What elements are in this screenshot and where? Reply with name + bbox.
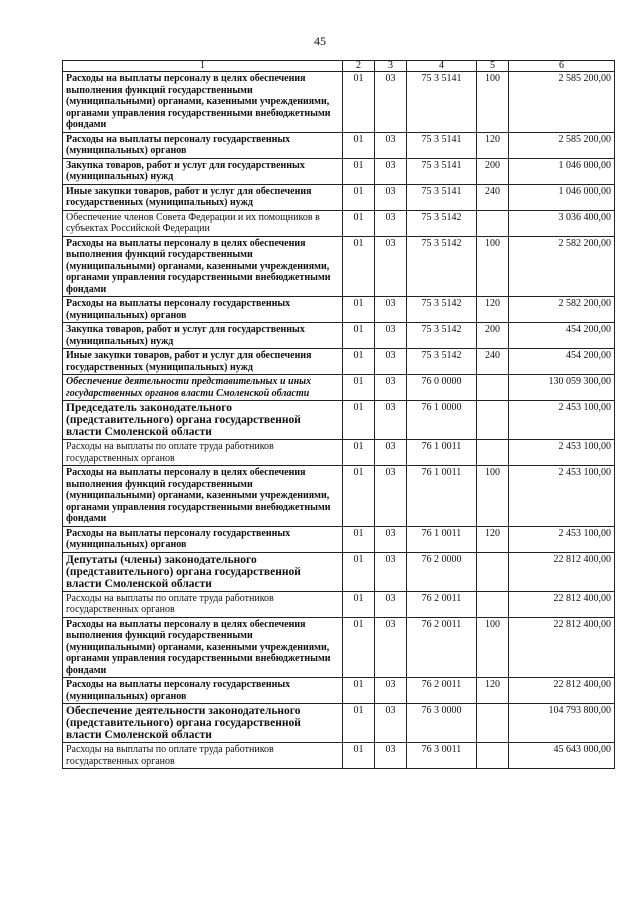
table-row (63, 210, 615, 236)
table-row (63, 440, 615, 466)
cell-article: 76 1 0011 (407, 440, 477, 466)
cell-section: 01 (343, 184, 375, 210)
cell-subsection: 03 (375, 617, 407, 678)
cell-section: 01 (343, 617, 375, 678)
cell-subsection: 03 (375, 743, 407, 769)
table-row (63, 158, 615, 184)
header-name: 1 (63, 61, 343, 72)
cell-article: 76 3 0011 (407, 743, 477, 769)
cell-subsection: 03 (375, 704, 407, 743)
cell-section: 01 (343, 401, 375, 440)
cell-section: 01 (343, 158, 375, 184)
cell-name: Закупка товаров, работ и услуг для государственных (муниципальных) нужд (63, 323, 343, 349)
cell-sum: 2 453 100,00 (509, 401, 615, 440)
cell-section: 01 (343, 552, 375, 591)
cell-sum: 2 453 100,00 (509, 466, 615, 527)
cell-expense-type: 120 (477, 526, 509, 552)
cell-name: Расходы на выплаты персоналу государственных (муниципальных) органов (63, 132, 343, 158)
cell-article: 76 3 0000 (407, 704, 477, 743)
cell-subsection: 03 (375, 132, 407, 158)
cell-sum: 104 793 800,00 (509, 704, 615, 743)
table-row (63, 72, 615, 133)
cell-section: 01 (343, 466, 375, 527)
cell-sum: 1 046 000,00 (509, 158, 615, 184)
cell-subsection: 03 (375, 375, 407, 401)
cell-section: 01 (343, 375, 375, 401)
cell-name: Обеспечение деятельности законодательного (представительного) органа государственной власти Смоленской области (63, 704, 343, 743)
cell-article: 75 3 5142 (407, 210, 477, 236)
cell-name: Депутаты (члены) законодательного (представительного) органа государственной власти Смоленской области (63, 552, 343, 591)
cell-article: 76 1 0011 (407, 466, 477, 527)
page-number: 45 (314, 34, 326, 48)
table-row (63, 526, 615, 552)
cell-section: 01 (343, 210, 375, 236)
cell-name: Расходы на выплаты персоналу государственных (муниципальных) органов (63, 526, 343, 552)
cell-expense-type (477, 591, 509, 617)
cell-article: 75 3 5141 (407, 72, 477, 133)
cell-section: 01 (343, 743, 375, 769)
table-body (63, 72, 615, 769)
cell-section: 01 (343, 591, 375, 617)
table-row (63, 704, 615, 743)
cell-sum: 22 812 400,00 (509, 591, 615, 617)
cell-article: 76 2 0011 (407, 617, 477, 678)
cell-article: 76 0 0000 (407, 375, 477, 401)
cell-expense-type (477, 401, 509, 440)
cell-name: Расходы на выплаты персоналу государственных (муниципальных) органов (63, 297, 343, 323)
table-row (63, 184, 615, 210)
cell-name: Расходы на выплаты персоналу в целях обеспечения выполнения функций государственными (муниципальными) органами, казенными учреждениями, органами управления государственными внебюджетными фондами (63, 72, 343, 133)
cell-sum: 45 643 000,00 (509, 743, 615, 769)
cell-section: 01 (343, 236, 375, 297)
cell-section: 01 (343, 297, 375, 323)
cell-name: Обеспечение деятельности представительных и иных государственных органов власти Смоленской области (63, 375, 343, 401)
table-row (63, 552, 615, 591)
table-row (63, 236, 615, 297)
cell-name: Расходы на выплаты по оплате труда работников государственных органов (63, 743, 343, 769)
cell-sum: 1 046 000,00 (509, 184, 615, 210)
table-row (63, 591, 615, 617)
table-row (63, 617, 615, 678)
cell-article: 76 2 0000 (407, 552, 477, 591)
header-expense-type: 5 (477, 61, 509, 72)
cell-name: Расходы на выплаты персоналу государственных (муниципальных) органов (63, 678, 343, 704)
cell-section: 01 (343, 323, 375, 349)
cell-section: 01 (343, 72, 375, 133)
cell-sum: 454 200,00 (509, 323, 615, 349)
cell-sum: 2 453 100,00 (509, 526, 615, 552)
cell-article: 75 3 5142 (407, 349, 477, 375)
header-section: 2 (343, 61, 375, 72)
cell-name: Расходы на выплаты персоналу в целях обеспечения выполнения функций государственными (муниципальными) органами, казенными учреждениями, органами управления государственными внебюджетными фондами (63, 466, 343, 527)
cell-subsection: 03 (375, 297, 407, 323)
cell-name: Председатель законодательного (представительного) органа государственной власти Смоленской области (63, 401, 343, 440)
cell-expense-type: 200 (477, 323, 509, 349)
cell-expense-type (477, 440, 509, 466)
table-row (63, 323, 615, 349)
header-sum: 6 (509, 61, 615, 72)
cell-expense-type: 100 (477, 617, 509, 678)
table-row (63, 401, 615, 440)
cell-subsection: 03 (375, 349, 407, 375)
cell-sum: 2 453 100,00 (509, 440, 615, 466)
cell-name: Закупка товаров, работ и услуг для государственных (муниципальных) нужд (63, 158, 343, 184)
cell-subsection: 03 (375, 440, 407, 466)
cell-subsection: 03 (375, 591, 407, 617)
cell-article: 76 1 0000 (407, 401, 477, 440)
cell-expense-type: 120 (477, 132, 509, 158)
table-row (63, 375, 615, 401)
cell-expense-type (477, 743, 509, 769)
cell-section: 01 (343, 440, 375, 466)
cell-article: 75 3 5141 (407, 132, 477, 158)
cell-sum: 22 812 400,00 (509, 617, 615, 678)
cell-sum: 3 036 400,00 (509, 210, 615, 236)
cell-subsection: 03 (375, 184, 407, 210)
cell-subsection: 03 (375, 401, 407, 440)
cell-article: 75 3 5142 (407, 236, 477, 297)
cell-section: 01 (343, 349, 375, 375)
cell-expense-type: 120 (477, 297, 509, 323)
cell-expense-type (477, 552, 509, 591)
cell-subsection: 03 (375, 236, 407, 297)
cell-section: 01 (343, 132, 375, 158)
cell-name: Расходы на выплаты персоналу в целях обеспечения выполнения функций государственными (муниципальными) органами, казенными учреждениями, органами управления государственными внебюджетными фондами (63, 236, 343, 297)
cell-article: 76 2 0011 (407, 678, 477, 704)
cell-sum: 2 582 200,00 (509, 236, 615, 297)
cell-subsection: 03 (375, 678, 407, 704)
cell-sum: 2 585 200,00 (509, 72, 615, 133)
cell-sum: 22 812 400,00 (509, 678, 615, 704)
cell-subsection: 03 (375, 158, 407, 184)
cell-sum: 2 582 200,00 (509, 297, 615, 323)
table-row (63, 743, 615, 769)
cell-name: Иные закупки товаров, работ и услуг для обеспечения государственных (муниципальных) нужд (63, 349, 343, 375)
cell-section: 01 (343, 678, 375, 704)
budget-table (62, 60, 615, 769)
cell-sum: 454 200,00 (509, 349, 615, 375)
cell-section: 01 (343, 526, 375, 552)
cell-expense-type (477, 210, 509, 236)
cell-sum: 2 585 200,00 (509, 132, 615, 158)
cell-expense-type: 200 (477, 158, 509, 184)
cell-article: 76 2 0011 (407, 591, 477, 617)
cell-subsection: 03 (375, 323, 407, 349)
cell-name: Обеспечение членов Совета Федерации и их помощников в субъектах Российской Федерации (63, 210, 343, 236)
cell-expense-type: 240 (477, 349, 509, 375)
table-row (63, 297, 615, 323)
cell-name: Расходы на выплаты по оплате труда работников государственных органов (63, 440, 343, 466)
header-row (63, 61, 615, 72)
cell-name: Расходы на выплаты по оплате труда работников государственных органов (63, 591, 343, 617)
cell-article: 75 3 5142 (407, 297, 477, 323)
cell-sum: 130 059 300,00 (509, 375, 615, 401)
table-row (63, 132, 615, 158)
table-row (63, 466, 615, 527)
cell-article: 75 3 5141 (407, 158, 477, 184)
cell-name: Расходы на выплаты персоналу в целях обеспечения выполнения функций государственными (муниципальными) органами, казенными учреждениями, органами управления государственными внебюджетными фондами (63, 617, 343, 678)
cell-expense-type: 120 (477, 678, 509, 704)
cell-expense-type (477, 375, 509, 401)
cell-article: 76 1 0011 (407, 526, 477, 552)
cell-subsection: 03 (375, 466, 407, 527)
table-row (63, 349, 615, 375)
cell-subsection: 03 (375, 72, 407, 133)
cell-article: 75 3 5142 (407, 323, 477, 349)
cell-article: 75 3 5141 (407, 184, 477, 210)
header-subsection: 3 (375, 61, 407, 72)
header-article: 4 (407, 61, 477, 72)
cell-sum: 22 812 400,00 (509, 552, 615, 591)
cell-section: 01 (343, 704, 375, 743)
cell-expense-type: 100 (477, 236, 509, 297)
cell-expense-type: 100 (477, 72, 509, 133)
table-row (63, 678, 615, 704)
cell-expense-type (477, 704, 509, 743)
cell-subsection: 03 (375, 210, 407, 236)
cell-subsection: 03 (375, 526, 407, 552)
cell-subsection: 03 (375, 552, 407, 591)
cell-expense-type: 100 (477, 466, 509, 527)
cell-name: Иные закупки товаров, работ и услуг для обеспечения государственных (муниципальных) нужд (63, 184, 343, 210)
cell-expense-type: 240 (477, 184, 509, 210)
